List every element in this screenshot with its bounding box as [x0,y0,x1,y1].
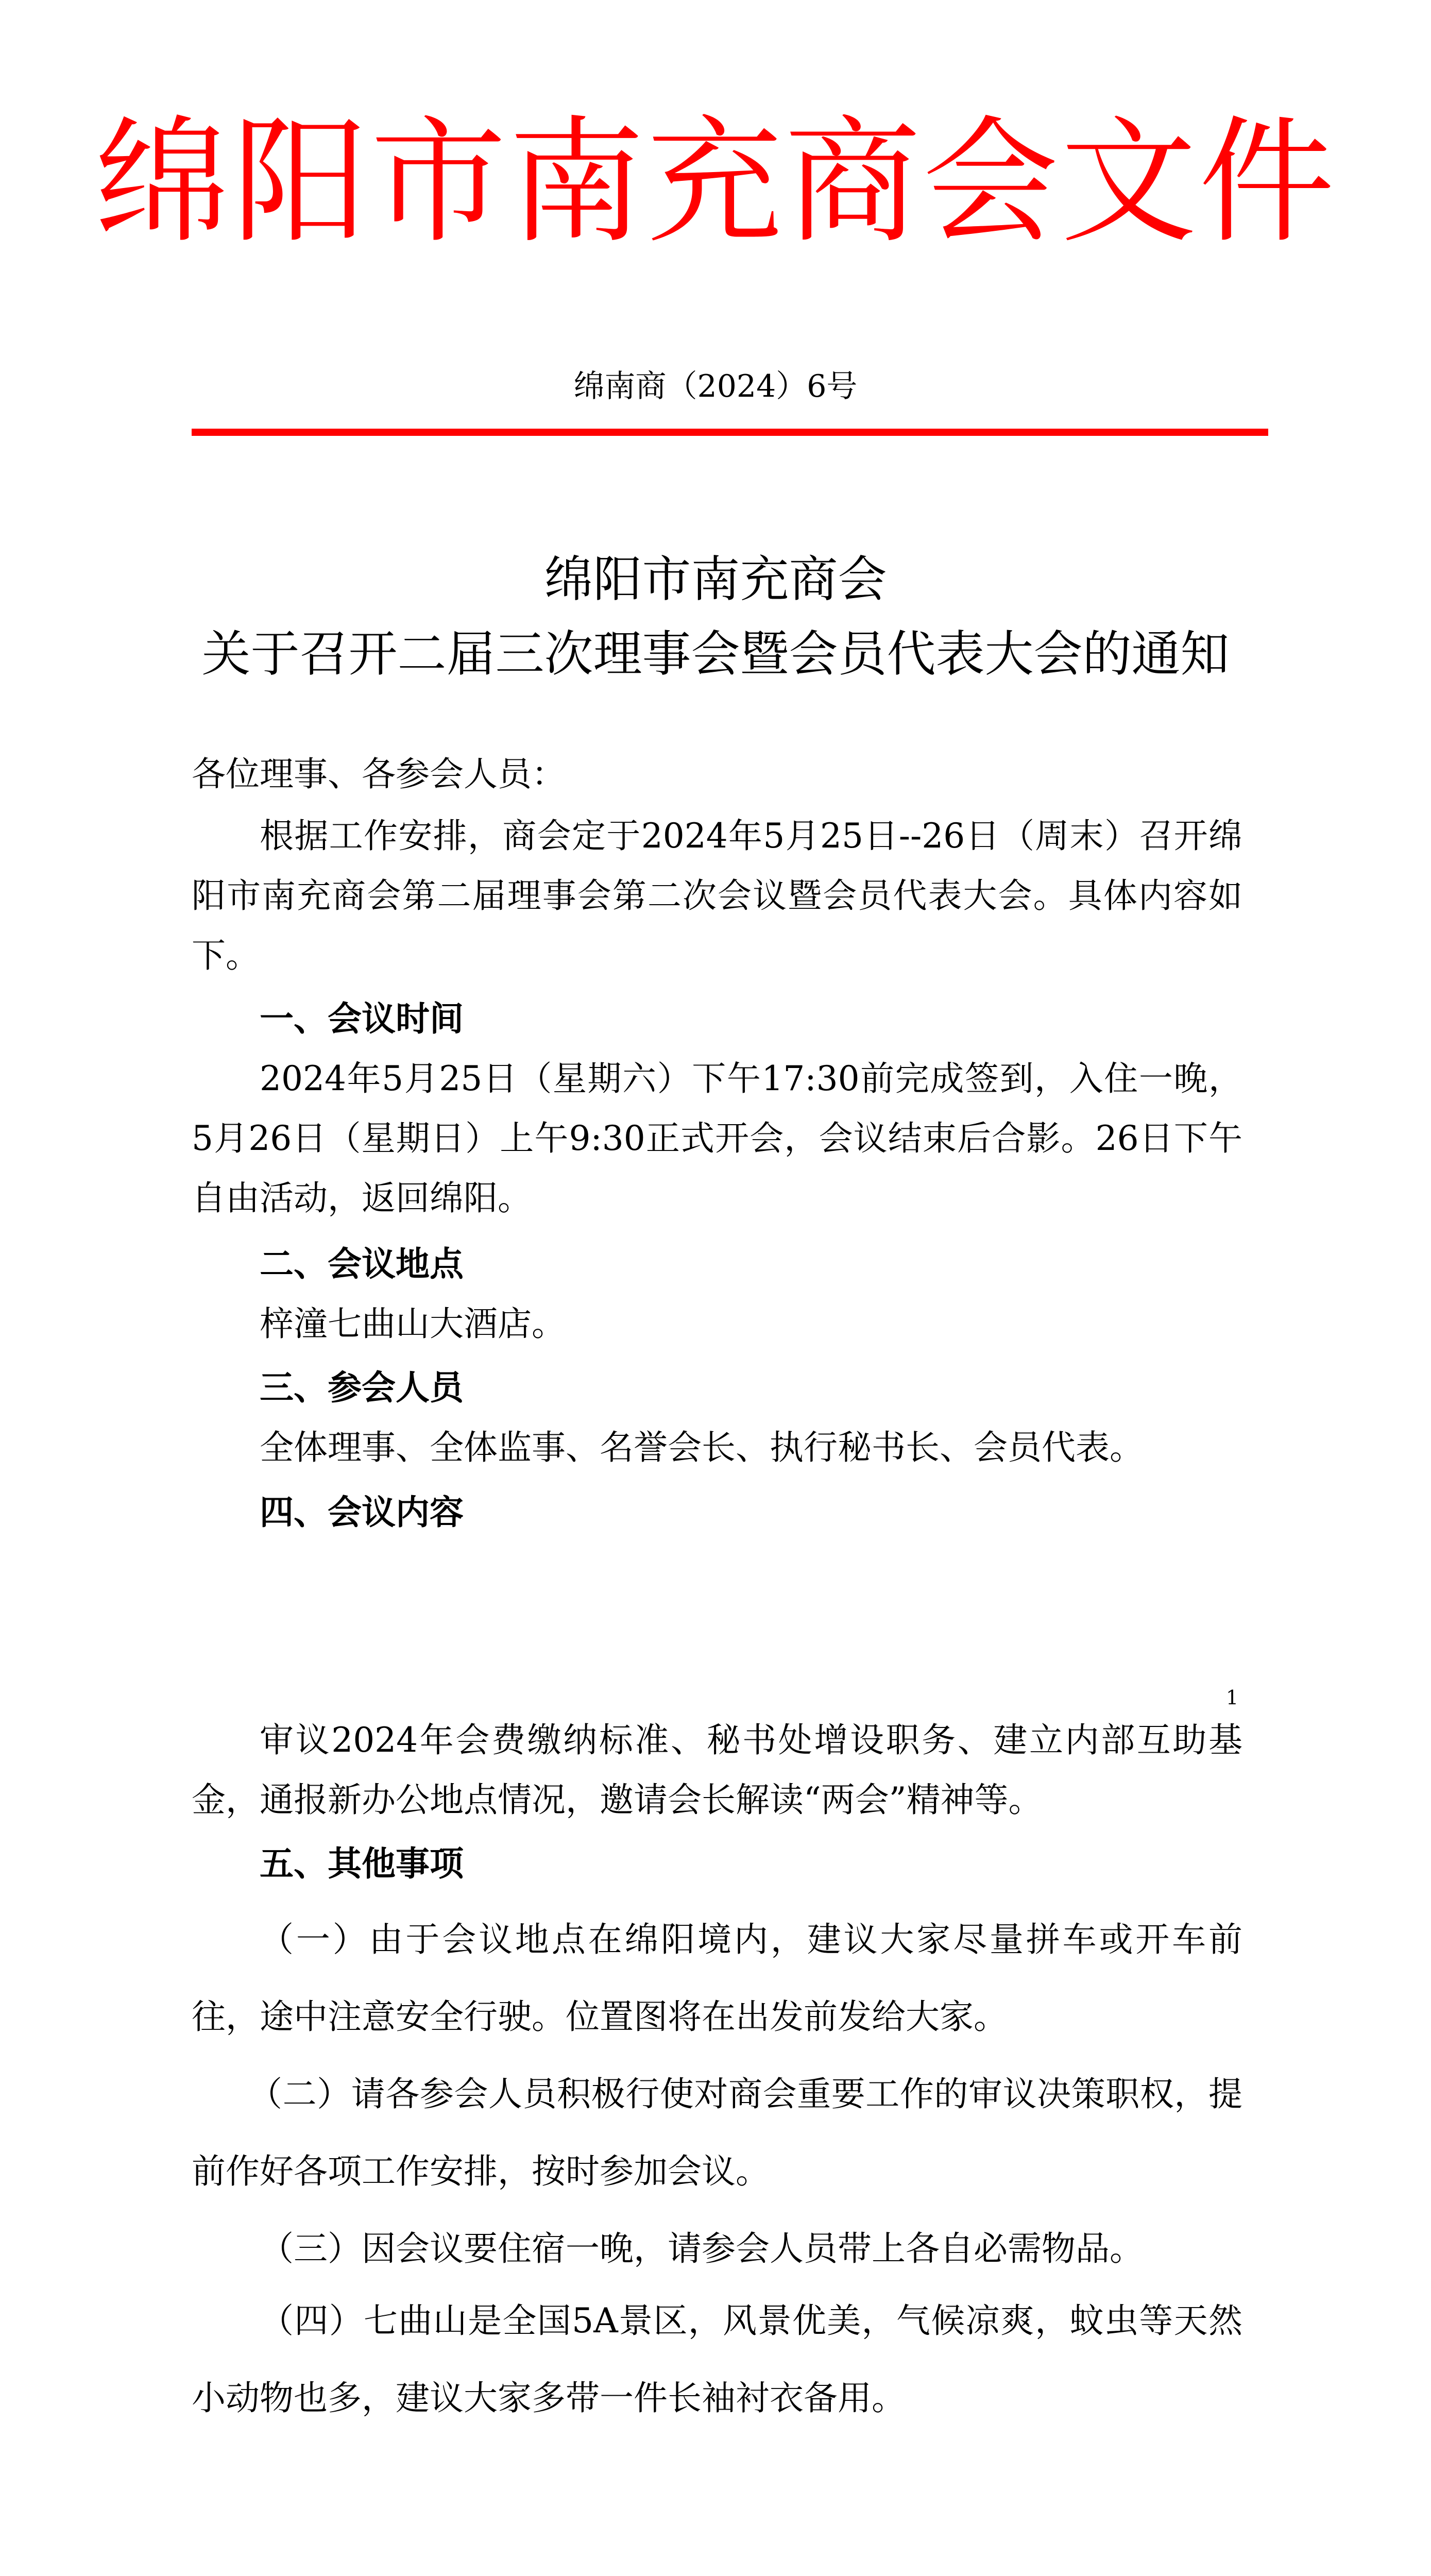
other-item-1: （一）由于会议地点在绵阳境内，建议大家尽量拼车或开车前往，途中注意安全行驶。位置图将在出发前发给大家。 [192,1920,1242,2037]
other-item-3: （三）因会议要住宿一晚，请参会人员带上各自必需物品。 [260,2229,1144,2268]
intro-paragraph: 根据工作安排，商会定于2024年5月25日--26日（周末）召开绵阳市南充商会第二届理事会第二次会议暨会员代表大会。具体内容如下。 [192,816,1242,975]
document-number: 绵南商（2024）6号 [573,368,858,404]
section-text-time: 2024年5月25日（星期六）下午17:30前完成签到，入住一晚，5月26日（星期日）上午9:30正式开会，会议结束后合影。26日下午自由活动，返回绵阳。 [192,1059,1242,1218]
salutation: 各位理事、各参会人员： [192,754,566,794]
notice-title-line1: 绵阳市南充商会 [544,551,887,608]
section-heading-content: 四、会议内容 [260,1493,464,1532]
section-heading-attendees: 三、参会人员 [260,1368,464,1408]
document-header-title: 绵阳市南充商会文件 [94,104,1337,262]
section-heading-time: 一、会议时间 [260,999,464,1039]
section-heading-location: 二、会议地点 [260,1244,464,1284]
section-text-location: 梓潼七曲山大酒店。 [260,1304,566,1344]
other-item-2: （二）请各参会人员积极行使对商会重要工作的审议决策职权，提前作好各项工作安排，按时参加会议。 [192,2074,1242,2191]
other-item-4: （四）七曲山是全国5A景区，风景优美，气候凉爽，蚊虫等天然小动物也多，建议大家多带一件长袖衬衣备用。 [192,2301,1242,2418]
notice-title-line2: 关于召开二届三次理事会暨会员代表大会的通知 [201,626,1230,683]
page-number-1: 1 [1226,1686,1239,1709]
section-heading-other: 五、其他事项 [260,1844,464,1884]
red-divider [192,429,1268,436]
section-text-content: 审议2024年会费缴纳标准、秘书处增设职务、建立内部互助基金，通报新办公地点情况，邀请会长解读“两会”精神等。 [192,1720,1242,1820]
section-text-attendees: 全体理事、全体监事、名誉会长、执行秘书长、会员代表。 [260,1428,1144,1467]
